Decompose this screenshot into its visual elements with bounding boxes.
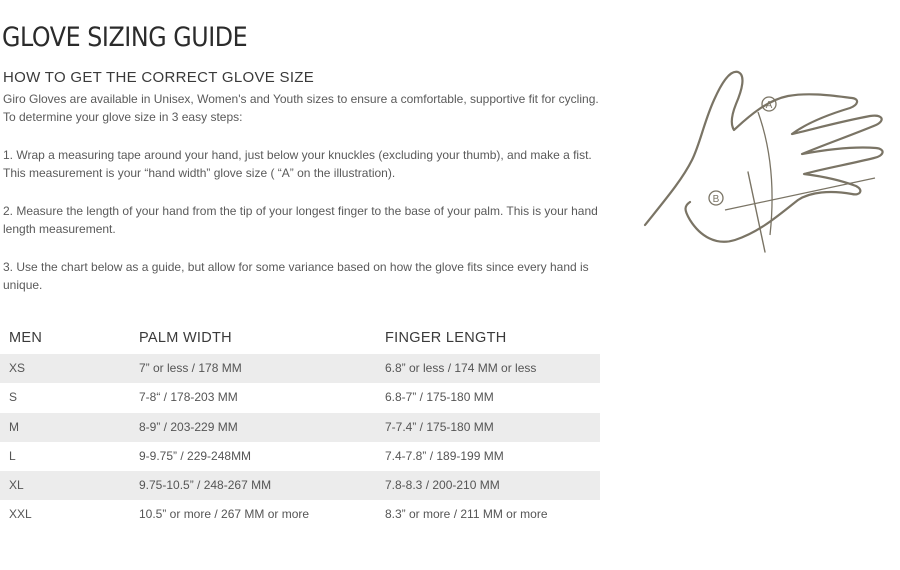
table-row: [0, 442, 600, 471]
finger-length-cell: 7-7.4” / 175-180 MM: [385, 419, 494, 434]
measurement-a-marker: [758, 97, 776, 235]
size-cell: XL: [9, 478, 24, 493]
table-row: [0, 383, 600, 412]
palm-width-cell: 7-8“ / 178-203 MM: [139, 390, 238, 405]
header-men: MEN: [9, 330, 43, 346]
finger-length-cell: 7.4-7.8” / 189-199 MM: [385, 448, 504, 463]
label-b: B: [712, 194, 720, 205]
header-palm-width: PALM WIDTH: [139, 330, 232, 346]
finger-length-cell: 8.3” or more / 211 MM or more: [385, 507, 548, 522]
table-row: [0, 413, 600, 442]
step-1-paragraph: 1. Wrap a measuring tape around your hand, just below your knuckles (excluding your thumb), and make a fist. This measurement is your “hand width” glove size ( “A” on the illustration).: [3, 148, 592, 180]
finger-length-cell: 7.8-8.3 / 200-210 MM: [385, 478, 500, 493]
palm-width-cell: 10.5” or more / 267 MM or more: [139, 507, 310, 522]
step-3-paragraph: 3. Use the chart below as a guide, but allow for some variance based on how the glove fits since every hand is unique.: [3, 260, 589, 292]
size-cell: M: [9, 419, 19, 434]
page-title: GLOVE SIZING GUIDE: [2, 22, 248, 53]
palm-width-cell: 7” or less / 178 MM: [139, 361, 242, 375]
finger-length-cell: 6.8” or less / 174 MM or less: [385, 361, 537, 375]
size-cell: XS: [9, 361, 26, 375]
section-subtitle: HOW TO GET THE CORRECT GLOVE SIZE: [3, 69, 315, 86]
header-finger-length: FINGER LENGTH: [385, 330, 507, 346]
size-chart-table: [0, 322, 600, 530]
palm-width-cell: 9-9.75” / 229-248MM: [139, 448, 252, 463]
palm-width-cell: 8-9” / 203-229 MM: [139, 419, 238, 434]
size-cell: S: [9, 390, 18, 405]
table-row: [0, 500, 600, 529]
size-cell: XXL: [9, 507, 32, 522]
palm-width-cell: 9.75-10.5” / 248-267 MM: [139, 478, 272, 493]
table-header: [0, 322, 600, 354]
size-cell: L: [9, 448, 16, 463]
label-a: A: [765, 100, 773, 111]
step-2-paragraph: 2. Measure the length of your hand from the tip of your longest finger to the base of your palm. This is your hand length measurement.: [3, 204, 598, 236]
table-row: [0, 471, 600, 500]
hand-illustration: [630, 60, 900, 260]
table-row: [0, 354, 600, 383]
finger-length-cell: 6.8-7” / 175-180 MM: [385, 390, 494, 405]
intro-paragraph: Giro Gloves are available in Unisex, Women's and Youth sizes to ensure a comfortable, supportive fit for cycling. To determine your glove size in 3 easy steps:: [3, 92, 599, 124]
